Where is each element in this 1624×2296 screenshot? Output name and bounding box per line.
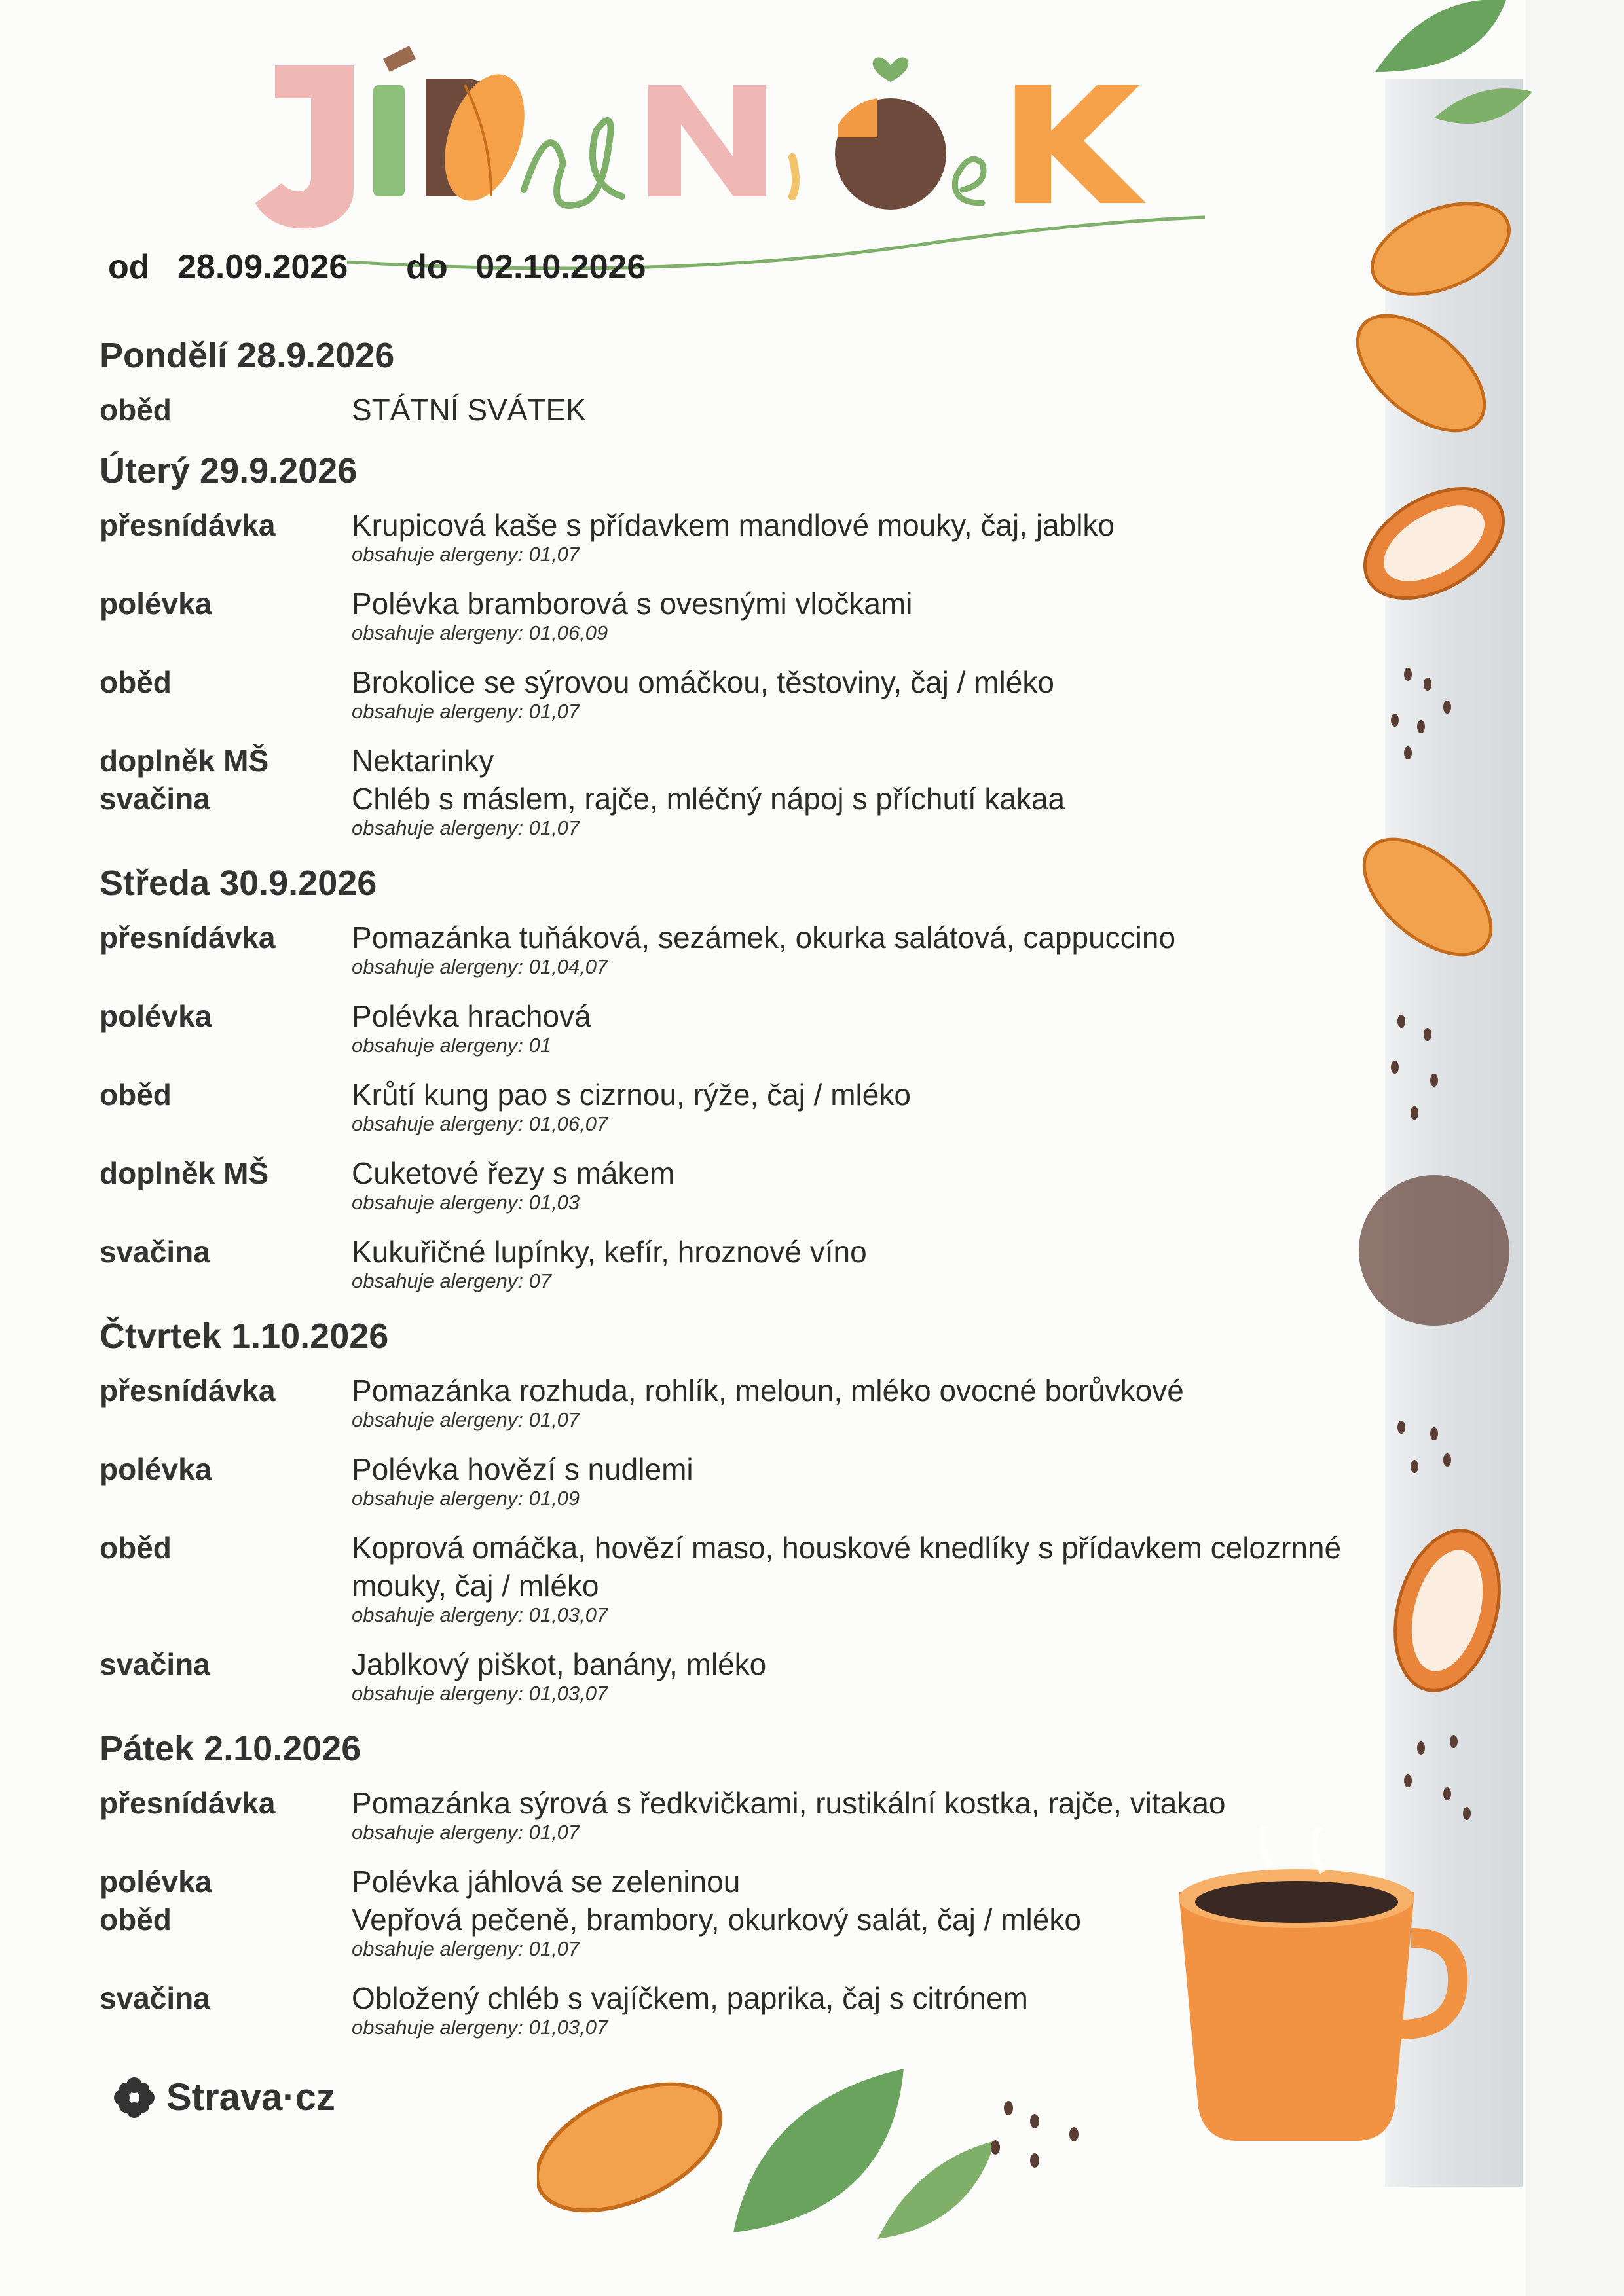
meal-label: doplněk MŠ <box>100 1156 269 1190</box>
day-tuesday <box>100 446 1442 841</box>
cocoa-beans-icon <box>991 2101 1079 2168</box>
meal-dish: Polévka jáhlová se zeleninou <box>352 1865 741 1899</box>
meal-dish: Chléb s máslem, rajče, mléčný nápoj s příchutí kakaa <box>352 782 1065 816</box>
meal-dish: Obložený chléb s vajíčkem, paprika, čaj s citrónem <box>352 1981 1028 2015</box>
meal-dish: Polévka hrachová <box>352 999 591 1033</box>
meal-allergens: obsahuje alergeny: 01,03,07 <box>352 2016 608 2039</box>
day-wednesday <box>100 858 1442 1294</box>
cocoa-pod-icon <box>537 2058 740 2236</box>
meal-row <box>100 663 1442 725</box>
meal-row <box>100 997 1442 1059</box>
meal-row <box>100 585 1442 646</box>
flower-icon <box>113 2076 156 2119</box>
meal-allergens: obsahuje alergeny: 01,07 <box>352 543 580 566</box>
meal-dish: Polévka hovězí s nudlemi <box>352 1452 693 1486</box>
meal-allergens: obsahuje alergeny: 01,04,07 <box>352 955 608 978</box>
meal-allergens: obsahuje alergeny: 01 <box>352 1034 552 1057</box>
day-title: Čtvrtek 1.10.2026 <box>100 1317 389 1356</box>
meal-label: přesnídávka <box>100 920 276 955</box>
page-title <box>249 39 1205 275</box>
cocoa-beans-icon <box>1391 1015 1438 1120</box>
cocoa-beans-icon <box>1397 1421 1451 1473</box>
leaf-icon <box>733 2069 904 2232</box>
meal-allergens: obsahuje alergeny: 01,03,07 <box>352 1682 608 1705</box>
meal-label: oběd <box>100 1903 172 1937</box>
leaf-icon <box>1375 0 1506 72</box>
date-range <box>108 247 646 287</box>
meal-row <box>100 1233 1442 1294</box>
meal-dish: Polévka bramborová s ovesnými vločkami <box>352 587 913 621</box>
meal-row <box>100 1076 1442 1137</box>
page-margin <box>1526 0 1624 2296</box>
meal-allergens: obsahuje alergeny: 01,03 <box>352 1191 580 1214</box>
meal-allergens: obsahuje alergeny: 01,09 <box>352 1487 580 1510</box>
meal-dish: Krůtí kung pao s cizrnou, rýže, čaj / mléko <box>352 1078 911 1112</box>
meal-label: přesnídávka <box>100 1374 276 1408</box>
meal-allergens: obsahuje alergeny: 01,03,07 <box>352 1603 608 1626</box>
day-monday <box>100 331 1442 429</box>
day-title: Středa 30.9.2026 <box>100 864 377 903</box>
cocoa-pod-icon <box>1359 185 1522 312</box>
meal-dish: Vepřová pečeně, brambory, okurkový salát, čaj / mléko <box>352 1903 1081 1937</box>
meal-row <box>100 1529 1442 1628</box>
meal-dish: STÁTNÍ SVÁTEK <box>352 393 586 427</box>
meal-dish: Pomazánka tuňáková, sezámek, okurka salátová, cappuccino <box>352 920 1176 955</box>
meal-allergens: obsahuje alergeny: 01,07 <box>352 816 580 839</box>
meal-dish: Kukuřičné lupínky, kefír, hroznové víno <box>352 1235 867 1269</box>
date-to-label: do <box>406 248 448 286</box>
cocoa-beans-icon <box>1404 1735 1471 1820</box>
meal-label: oběd <box>100 665 172 699</box>
meal-row <box>100 1154 1442 1216</box>
logo-text: Strava·cz <box>166 2076 335 2119</box>
meal-allergens: obsahuje alergeny: 07 <box>352 1269 552 1292</box>
date-to: 02.10.2026 <box>475 248 646 286</box>
date-from-label: od <box>108 248 150 286</box>
day-title: Úterý 29.9.2026 <box>100 451 358 490</box>
meal-row <box>100 506 1442 568</box>
meal-label: oběd <box>100 393 172 427</box>
meal-label: svačina <box>100 782 210 816</box>
meal-label: oběd <box>100 1078 172 1112</box>
meal-label: oběd <box>100 1531 172 1565</box>
meal-label: polévka <box>100 587 212 621</box>
meal-allergens: obsahuje alergeny: 01,07 <box>352 1937 580 1960</box>
leaf-icon <box>1434 88 1532 124</box>
title-lettering-illustration <box>249 39 1205 275</box>
meal-dish: Nektarinky <box>352 744 494 778</box>
meal-label: polévka <box>100 1865 212 1899</box>
weekly-menu <box>100 331 1442 2058</box>
meal-row <box>100 780 1442 841</box>
meal-label: přesnídávka <box>100 1786 276 1820</box>
day-thursday <box>100 1311 1442 1707</box>
cocoa-pod-icon <box>1337 294 1505 453</box>
meal-row <box>100 919 1442 980</box>
meal-dish: Cuketové řezy s mákem <box>352 1156 675 1190</box>
meal-dish: Jablkový piškot, banány, mléko <box>352 1647 767 1681</box>
meal-dish: Koprová omáčka, hovězí maso, houskové knedlíky s přídavkem celozrnné mouky, čaj / mléko <box>352 1531 1342 1603</box>
date-from: 28.09.2026 <box>177 248 348 286</box>
strava-logo <box>113 2075 335 2119</box>
meal-label: polévka <box>100 999 212 1033</box>
meal-dish: Pomazánka sýrová s ředkvičkami, rustikální kostka, rajče, vitakao <box>352 1786 1226 1820</box>
meal-label: polévka <box>100 1452 212 1486</box>
cocoa-beans-icon <box>1391 668 1451 759</box>
meal-dish: Brokolice se sýrovou omáčkou, těstoviny, čaj / mléko <box>352 665 1054 699</box>
cocoa-pod-icon <box>1344 818 1511 977</box>
meal-allergens: obsahuje alergeny: 01,07 <box>352 1821 580 1844</box>
meal-label: svačina <box>100 1235 210 1269</box>
meal-label: doplněk MŠ <box>100 744 269 778</box>
meal-label: svačina <box>100 1647 210 1681</box>
cocoa-powder-icon <box>1359 1175 1509 1326</box>
meal-allergens: obsahuje alergeny: 01,07 <box>352 700 580 723</box>
meal-row <box>100 1450 1442 1512</box>
day-title: Pátek 2.10.2026 <box>100 1729 361 1768</box>
meal-dish: Pomazánka rozhuda, rohlík, meloun, mléko ovocné borůvkové <box>352 1374 1184 1408</box>
meal-row <box>100 1372 1442 1433</box>
meal-label: přesnídávka <box>100 508 276 542</box>
meal-dish: Krupicová kaše s přídavkem mandlové mouky, čaj, jablko <box>352 508 1115 542</box>
meal-row <box>100 391 1442 429</box>
day-title: Pondělí 28.9.2026 <box>100 336 395 375</box>
meal-label: svačina <box>100 1981 210 2015</box>
meal-allergens: obsahuje alergeny: 01,06,07 <box>352 1112 608 1135</box>
bottom-decorations <box>537 2016 1192 2239</box>
meal-allergens: obsahuje alergeny: 01,06,09 <box>352 621 608 644</box>
meal-row <box>100 1645 1442 1707</box>
meal-allergens: obsahuje alergeny: 01,07 <box>352 1408 580 1431</box>
leaf-icon <box>877 2141 995 2239</box>
meal-row <box>100 742 1442 780</box>
